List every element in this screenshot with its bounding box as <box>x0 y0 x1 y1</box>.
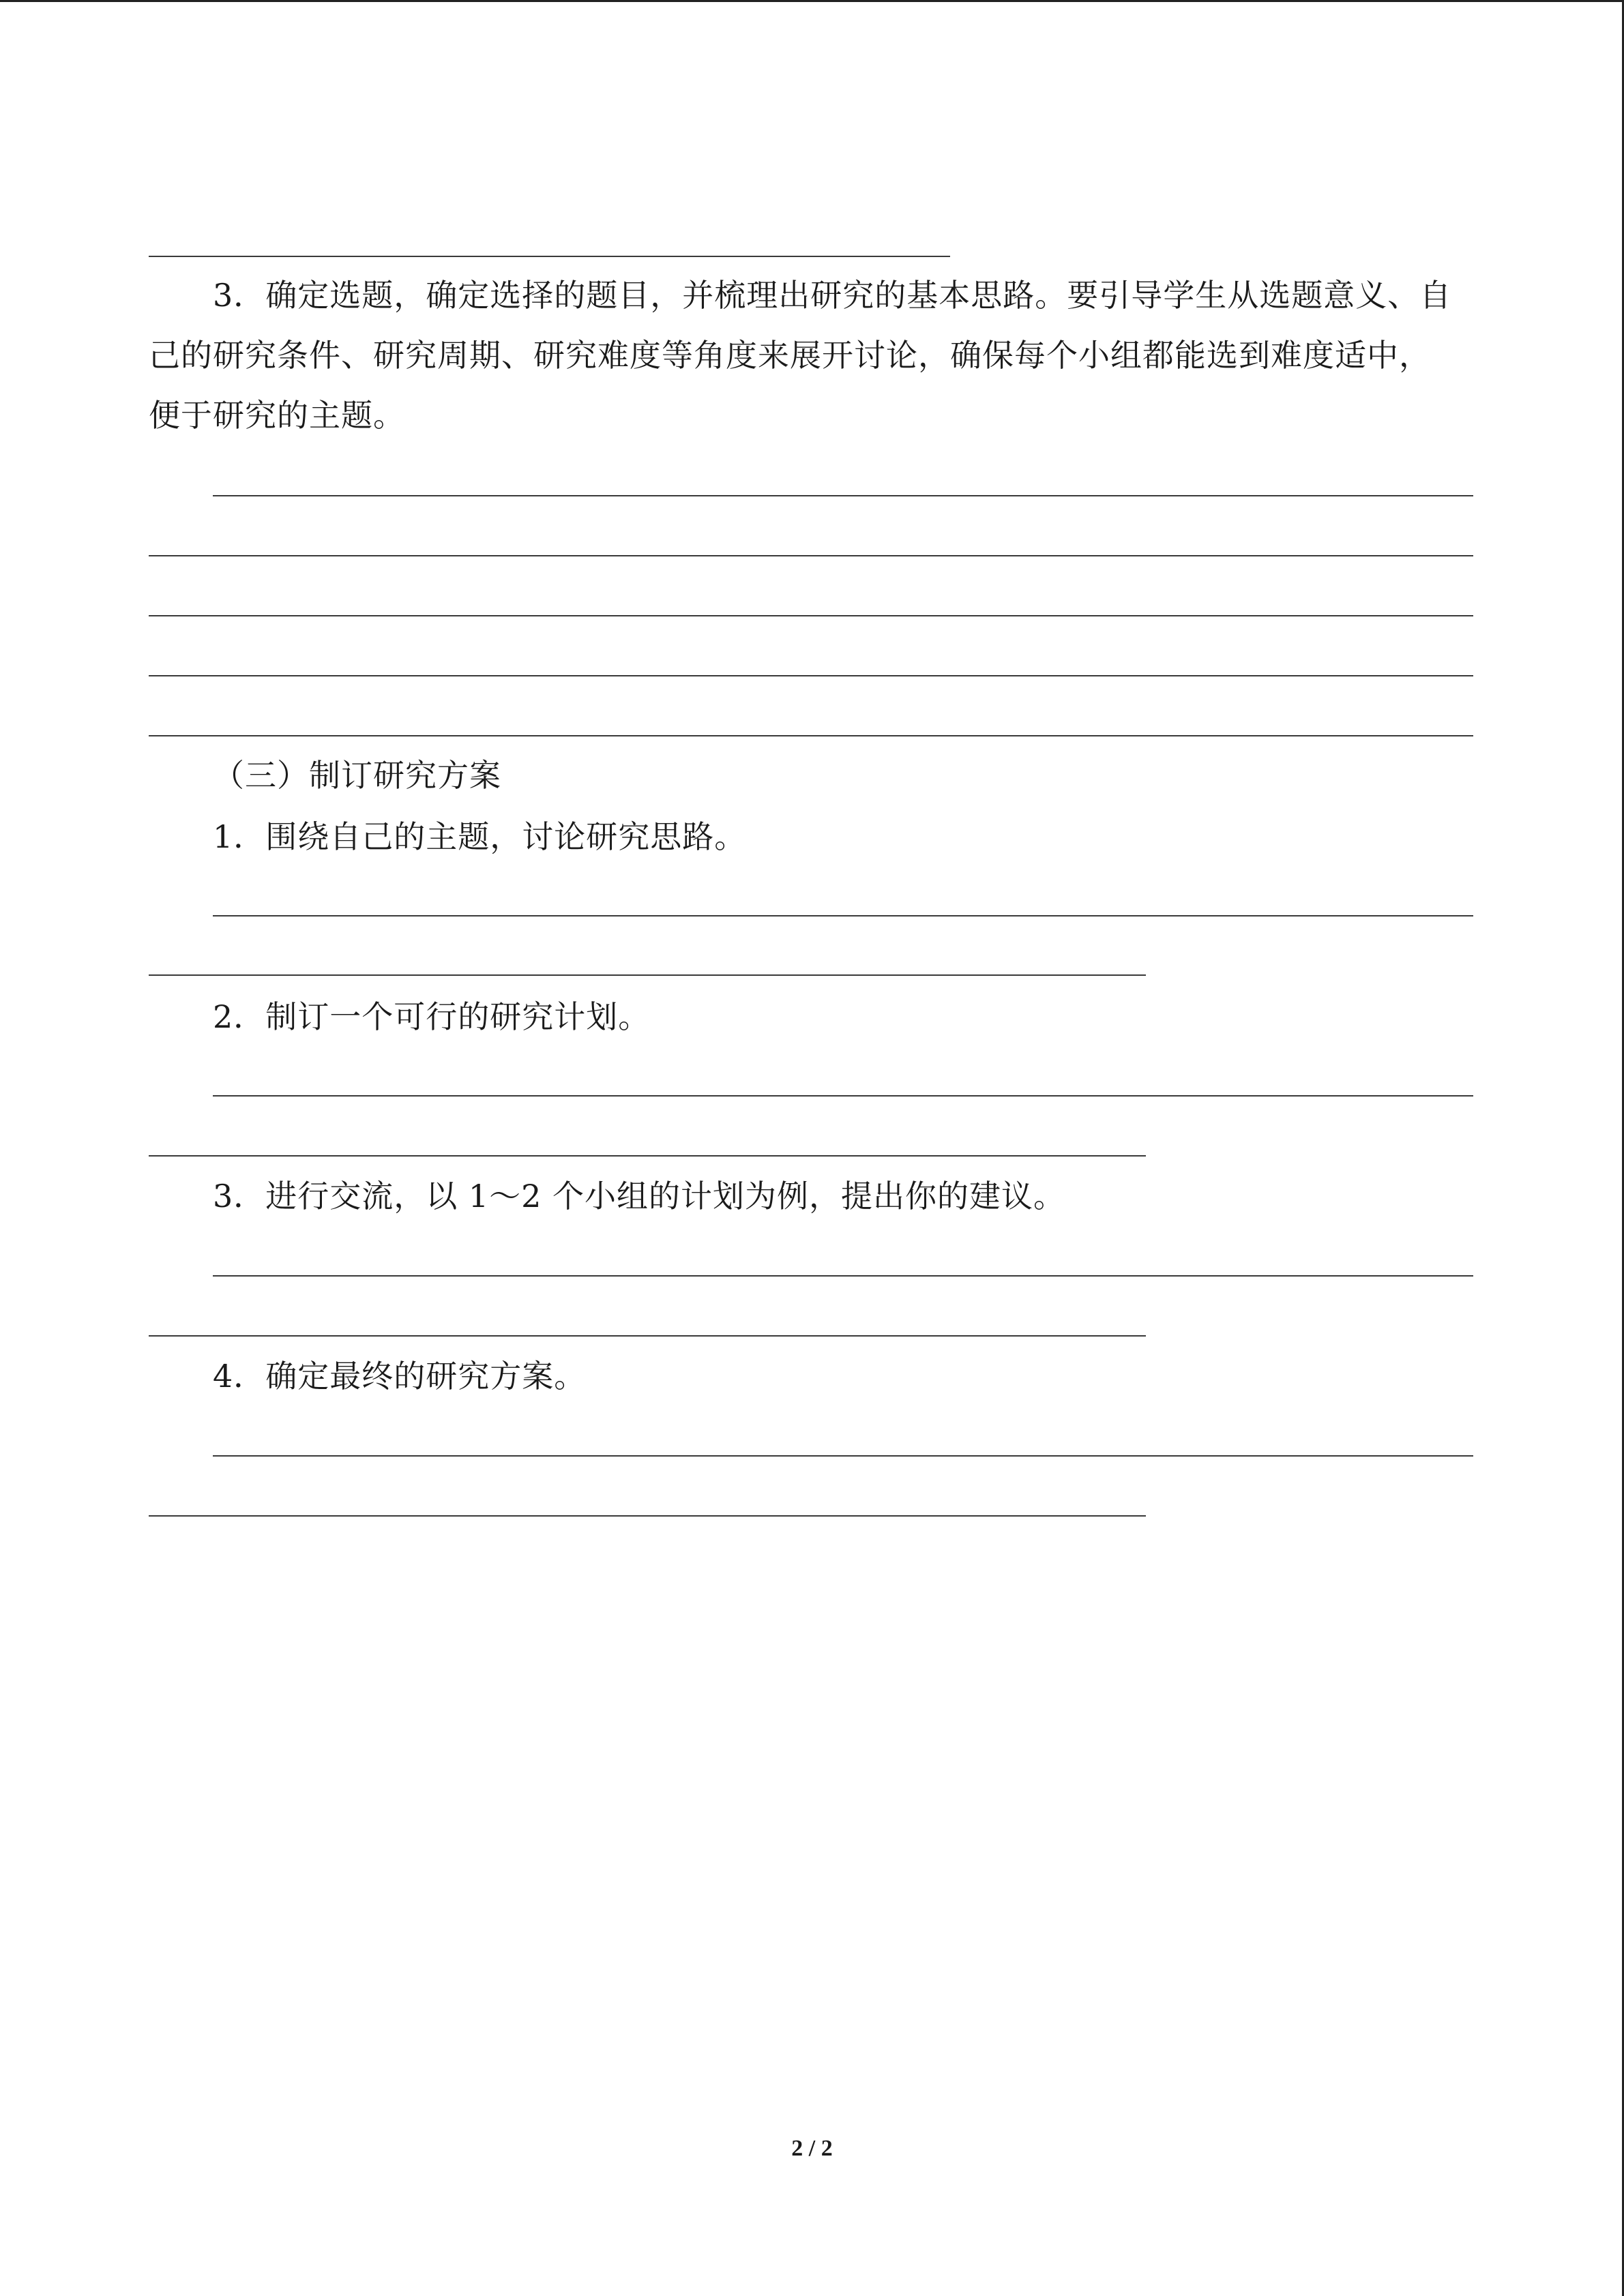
answer-line[interactable] <box>149 1335 1146 1337</box>
page-border-top <box>0 0 1624 2</box>
item3-line-1: 3．确定选题，确定选择的题目，并梳理出研究的基本思路。要引导学生从选题意义、自 <box>213 277 1452 314</box>
answer-line[interactable] <box>213 1455 1473 1457</box>
answer-line[interactable] <box>149 675 1473 676</box>
question-3: 3．进行交流，以 1～2 个小组的计划为例，提出你的建议。 <box>213 1178 1066 1214</box>
answer-line <box>149 256 950 257</box>
question-4: 4．确定最终的研究方案。 <box>213 1358 587 1395</box>
section-heading: （三）制订研究方案 <box>213 757 501 794</box>
answer-line[interactable] <box>149 1155 1146 1157</box>
page-number: 2 / 2 <box>791 2136 833 2161</box>
question-1: 1．围绕自己的主题，讨论研究思路。 <box>213 818 747 855</box>
item3-line-3: 便于研究的主题。 <box>149 397 405 434</box>
answer-line[interactable] <box>213 1275 1473 1277</box>
answer-line[interactable] <box>213 1095 1473 1097</box>
answer-line[interactable] <box>149 555 1473 556</box>
answer-line[interactable] <box>149 1515 1146 1517</box>
answer-line[interactable] <box>213 495 1473 496</box>
item3-line-2: 己的研究条件、研究周期、研究难度等角度来展开讨论，确保每个小组都能选到难度适中， <box>149 337 1431 374</box>
answer-line[interactable] <box>213 915 1473 916</box>
question-2: 2．制订一个可行的研究计划。 <box>213 998 651 1035</box>
answer-line[interactable] <box>149 615 1473 616</box>
answer-line[interactable] <box>149 735 1473 736</box>
answer-line[interactable] <box>149 974 1146 976</box>
